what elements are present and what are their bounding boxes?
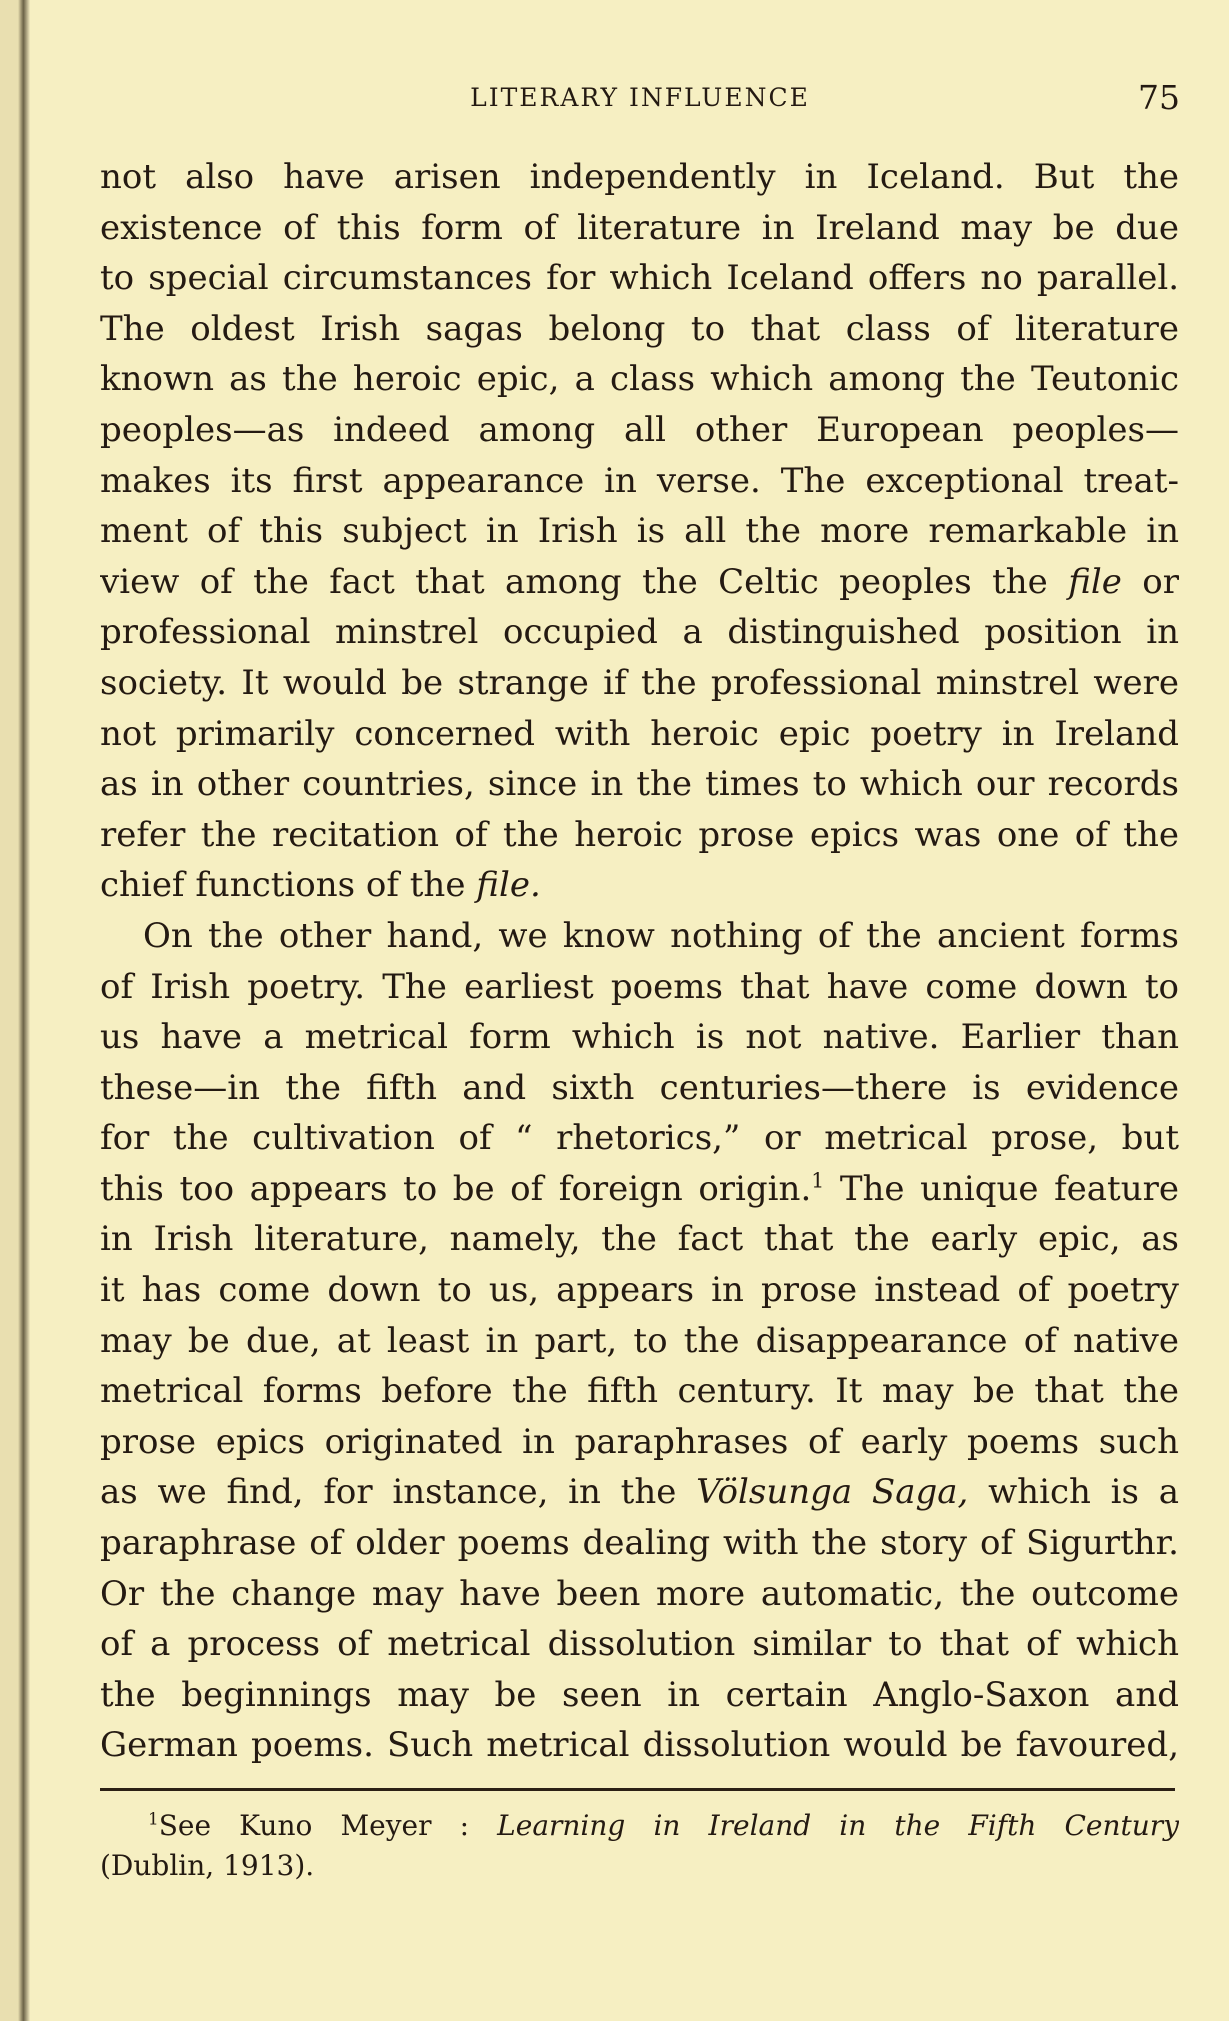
text-line: prose epics originated in paraphrases of early poems such bbox=[100, 1421, 1179, 1462]
text-line: The oldest Irish sagas belong to that class of literature bbox=[100, 308, 1179, 349]
text-line: not primarily concerned with heroic epic poetry in Ireland bbox=[100, 713, 1179, 754]
footnote-rule bbox=[100, 1788, 1175, 1791]
text-line: of Irish poetry. The earliest poems that have come down to bbox=[100, 966, 1179, 1007]
text-segment: view of the fact that among the Celtic peoples the bbox=[100, 561, 1048, 602]
footnote-prefix: See Kuno Meyer : bbox=[158, 1809, 470, 1842]
text-line: German poems. Such metrical dissolution would be favoured, bbox=[100, 1725, 1179, 1766]
text-line: makes its first appearance in verse. The exceptional treat- bbox=[100, 460, 1179, 501]
footnote bbox=[100, 1806, 1179, 1886]
italic-term-file: file. bbox=[476, 865, 541, 906]
italic-term-file: file bbox=[1068, 561, 1122, 602]
text-line: ment of this subject in Irish is all the more remarkable in bbox=[100, 511, 1179, 552]
text-segment: this too appears to be of foreign origin. bbox=[100, 1168, 812, 1209]
text-line: it has come down to us, appears in prose instead of poetry bbox=[100, 1270, 1179, 1311]
text-line: us have a metrical form which is not native. Earlier than bbox=[100, 1017, 1179, 1058]
running-header bbox=[100, 78, 1180, 118]
text-segment: or bbox=[1142, 561, 1179, 602]
text-line: for the cultivation of “ rhetorics,” or metrical prose, but bbox=[100, 1118, 1179, 1159]
text-line bbox=[100, 860, 1179, 911]
text-line: known as the heroic epic, a class which among the Teutonic bbox=[100, 359, 1179, 400]
text-line: may be due, at least in part, to the disappearance of native bbox=[100, 1320, 1179, 1361]
body-text bbox=[100, 152, 1179, 1771]
text-line: not also have arisen independently in Iceland. But the bbox=[100, 157, 1179, 197]
running-title: LITERARY INFLUENCE bbox=[470, 83, 810, 112]
text-line: these—in the fifth and sixth centuries—there is evidence bbox=[100, 1067, 1179, 1108]
paragraph-start-line: On the other hand, we know nothing of the ancient forms bbox=[143, 915, 1179, 956]
text-line: Or the change may have been more automatic, the outcome bbox=[100, 1573, 1179, 1614]
footnote-line bbox=[100, 1806, 1179, 1846]
text-segment: as we find, for instance, in the bbox=[100, 1472, 677, 1513]
text-line: society. It would be strange if the professional minstrel were bbox=[100, 662, 1179, 703]
text-line bbox=[100, 557, 1179, 608]
text-line: to special circumstances for which Iceland offers no parallel. bbox=[100, 258, 1179, 299]
text-segment: chief functions of the bbox=[100, 865, 466, 906]
text-line: metrical forms before the fifth century. It may be that the bbox=[100, 1371, 1179, 1412]
text-line: as in other countries, since in the times to which our records bbox=[100, 764, 1179, 805]
text-line: of a process of metrical dissolution similar to that of which bbox=[100, 1624, 1179, 1665]
text-line: peoples—as indeed among all other European peoples— bbox=[100, 409, 1179, 450]
text-line: professional minstrel occupied a distinguished position in bbox=[100, 612, 1179, 653]
page-number: 75 bbox=[1138, 78, 1180, 117]
footnote-reference[interactable]: 1 bbox=[811, 1168, 825, 1193]
text-line bbox=[100, 1467, 1179, 1518]
footnote-line: (Dublin, 1913). bbox=[100, 1849, 315, 1882]
text-line: existence of this form of literature in Ireland may be due bbox=[100, 207, 1179, 248]
text-line bbox=[100, 1164, 1179, 1215]
italic-title-volsunga-saga: Völsunga Saga, bbox=[696, 1472, 969, 1513]
text-line: refer the recitation of the heroic prose epics was one of the bbox=[100, 814, 1179, 855]
text-segment: which is a bbox=[988, 1472, 1179, 1513]
footnote-book-title: Learning in Ireland in the Fifth Century bbox=[497, 1809, 1179, 1842]
text-line: paraphrase of older poems dealing with the story of Sigurthr. bbox=[100, 1523, 1179, 1564]
text-line: the beginnings may be seen in certain Anglo-Saxon and bbox=[100, 1674, 1179, 1715]
page-binding-edge bbox=[0, 0, 30, 2021]
footnote-marker: 1 bbox=[148, 1808, 159, 1829]
text-segment: The unique feature bbox=[839, 1168, 1179, 1209]
text-line: in Irish literature, namely, the fact that the early epic, as bbox=[100, 1219, 1179, 1260]
